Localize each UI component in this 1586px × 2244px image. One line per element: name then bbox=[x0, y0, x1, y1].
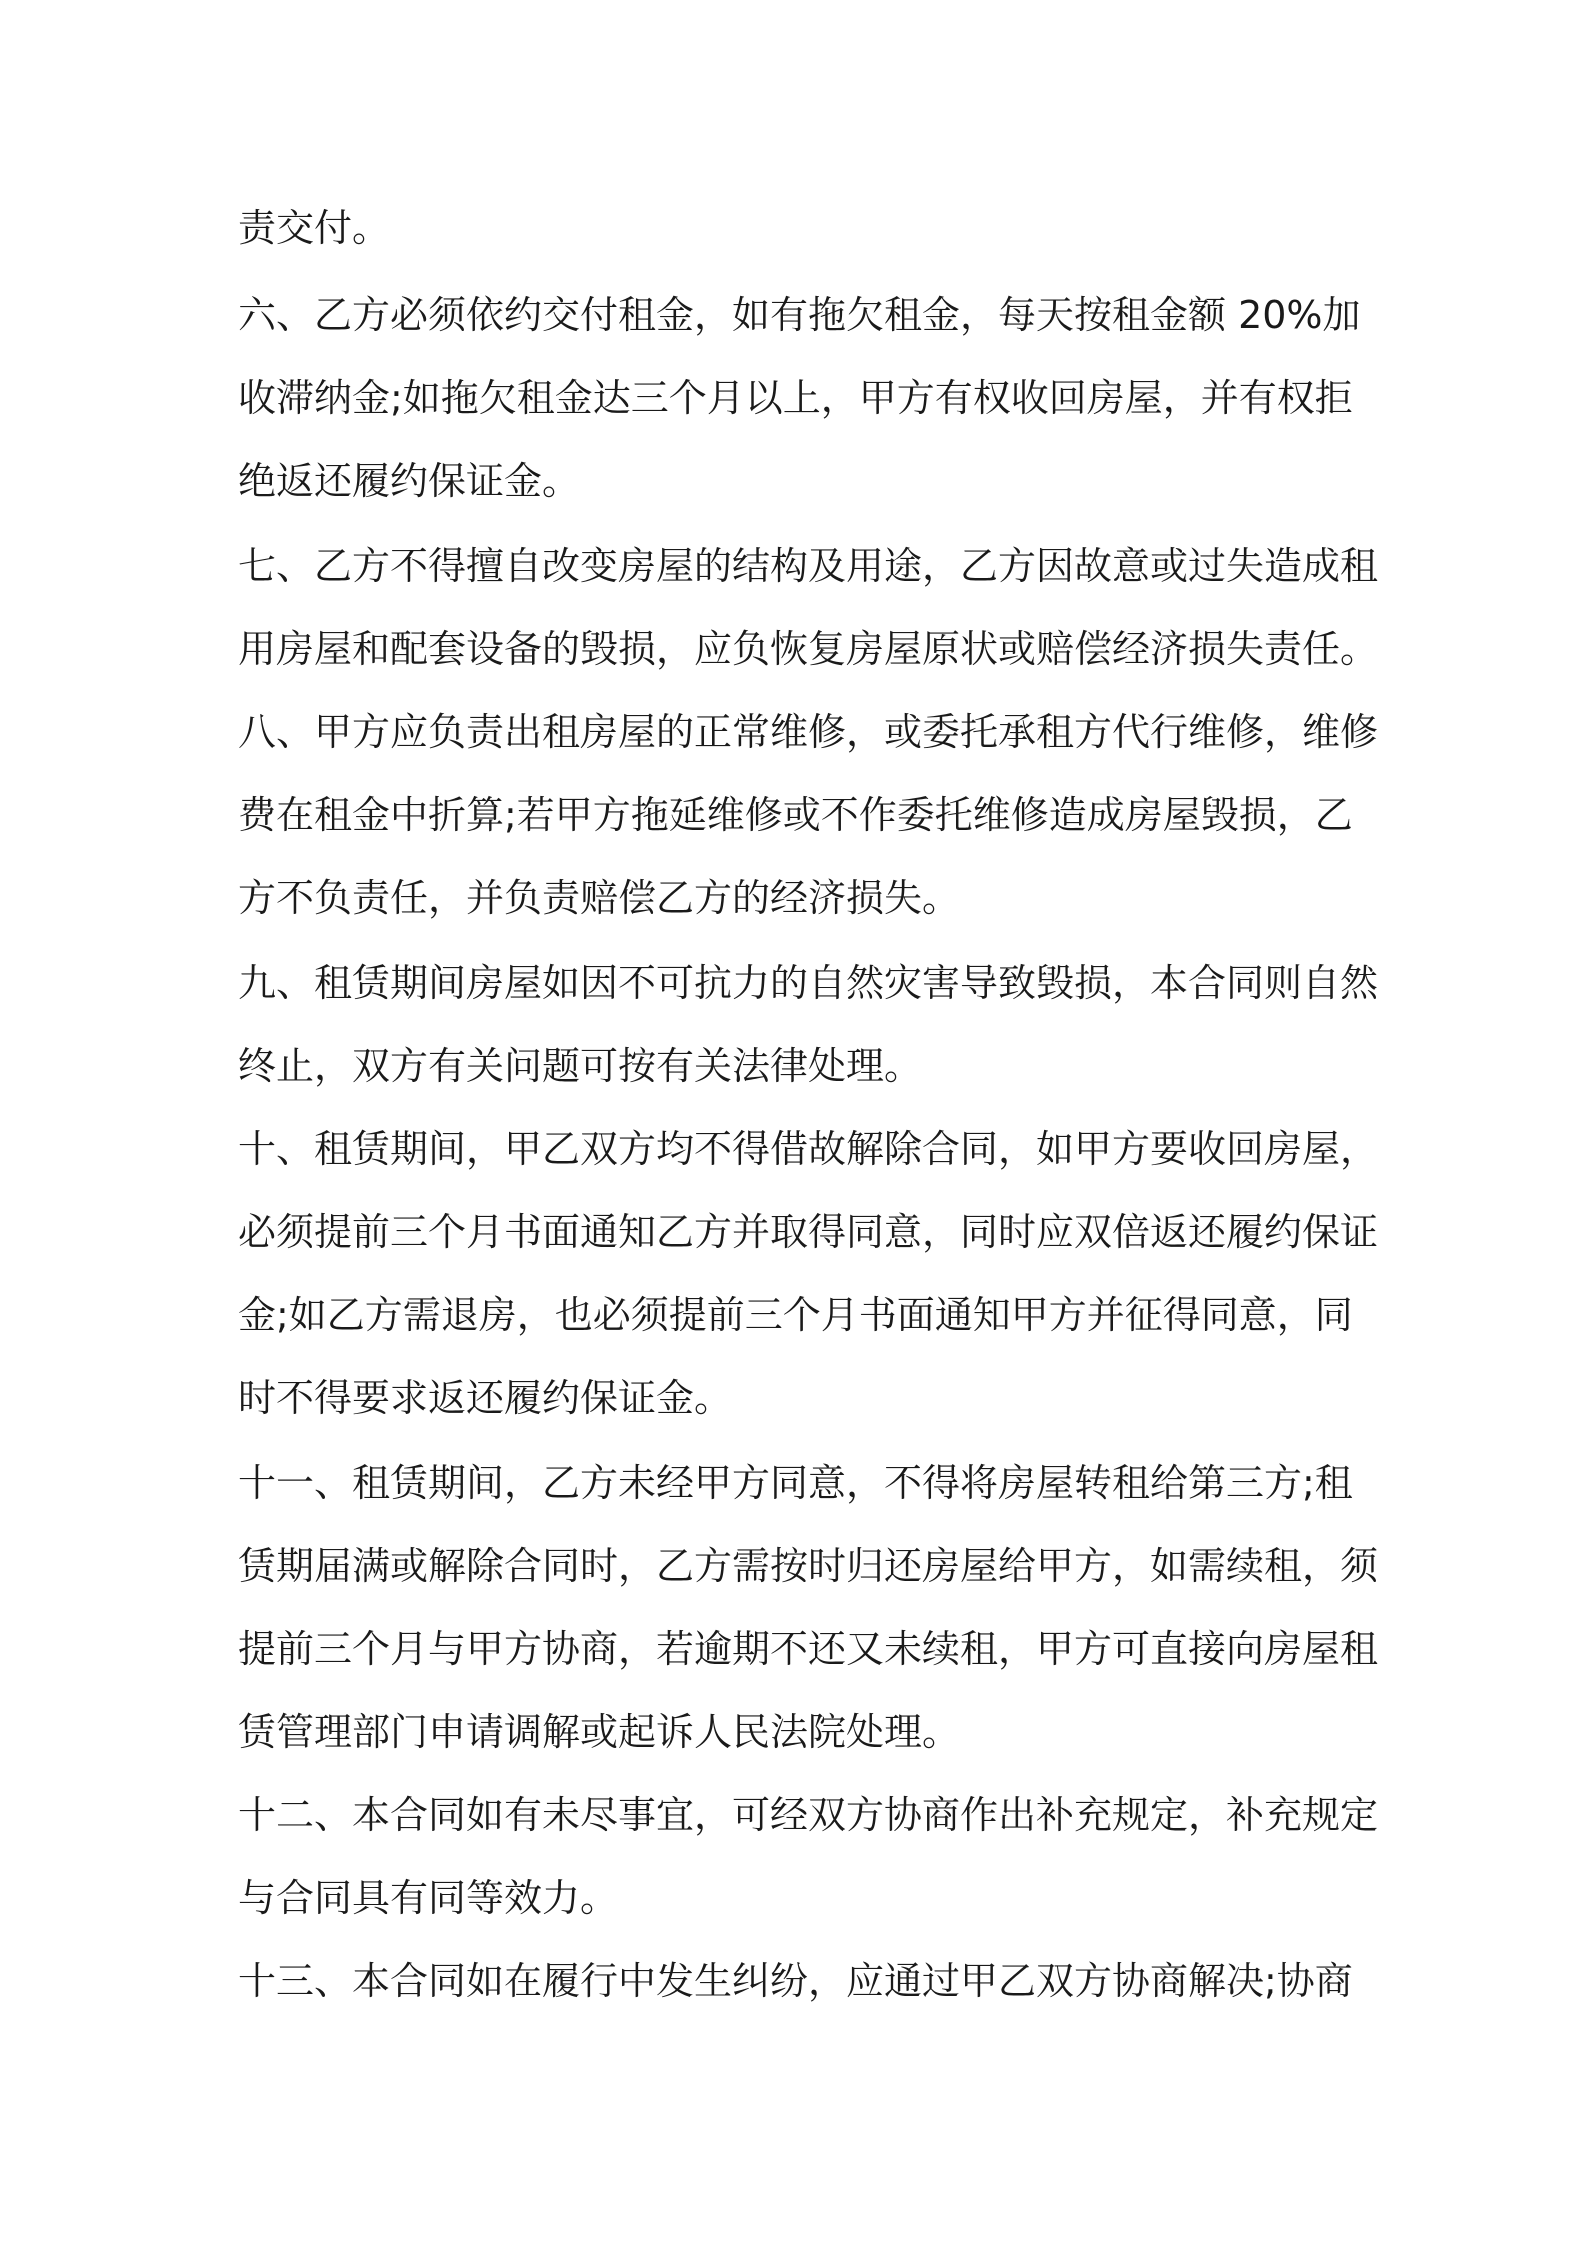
text-line: 绝返还履约保证金。 bbox=[238, 459, 581, 503]
text-line: 终止，双方有关问题可按有关法律处理。 bbox=[238, 1044, 923, 1088]
text-line: 必须提前三个月书面通知乙方并取得同意，同时应双倍返还履约保证 bbox=[238, 1210, 1379, 1254]
text-line: 六、乙方必须依约交付租金，如有拖欠租金，每天按租金额 20%加 bbox=[238, 293, 1361, 337]
text-line: 十、租赁期间，甲乙双方均不得借故解除合同，如甲方要收回房屋， bbox=[238, 1127, 1379, 1171]
text-line: 费在租金中折算;若甲方拖延维修或不作委托维修造成房屋毁损，乙 bbox=[238, 793, 1353, 837]
text-line: 八、甲方应负责出租房屋的正常维修，或委托承租方代行维修，维修 bbox=[238, 710, 1379, 754]
text-line: 赁管理部门申请调解或起诉人民法院处理。 bbox=[238, 1710, 961, 1754]
text-line: 十一、租赁期间，乙方未经甲方同意，不得将房屋转租给第三方;租 bbox=[238, 1461, 1353, 1505]
text-line: 十二、本合同如有未尽事宜，可经双方协商作出补充规定，补充规定 bbox=[238, 1793, 1379, 1837]
text-line: 七、乙方不得擅自改变房屋的结构及用途，乙方因故意或过失造成租 bbox=[238, 544, 1379, 588]
text-line: 十三、本合同如在履行中发生纠纷，应通过甲乙双方协商解决;协商 bbox=[238, 1959, 1353, 2003]
text-line: 时不得要求返还履约保证金。 bbox=[238, 1376, 733, 1420]
text-line: 提前三个月与甲方协商，若逾期不还又未续租，甲方可直接向房屋租 bbox=[238, 1627, 1379, 1671]
text-line: 责交付。 bbox=[238, 206, 391, 250]
text-line: 与合同具有同等效力。 bbox=[238, 1876, 619, 1920]
text-line: 九、租赁期间房屋如因不可抗力的自然灾害导致毁损，本合同则自然 bbox=[238, 961, 1379, 1005]
text-line: 金;如乙方需退房，也必须提前三个月书面通知甲方并征得同意，同 bbox=[238, 1293, 1353, 1337]
text-line: 用房屋和配套设备的毁损，应负恢复房屋原状或赔偿经济损失责任。 bbox=[238, 627, 1379, 671]
text-line: 方不负责任，并负责赔偿乙方的经济损失。 bbox=[238, 876, 961, 920]
text-line: 收滞纳金;如拖欠租金达三个月以上，甲方有权收回房屋，并有权拒 bbox=[238, 376, 1353, 420]
text-line: 赁期届满或解除合同时，乙方需按时归还房屋给甲方，如需续租，须 bbox=[238, 1544, 1379, 1588]
